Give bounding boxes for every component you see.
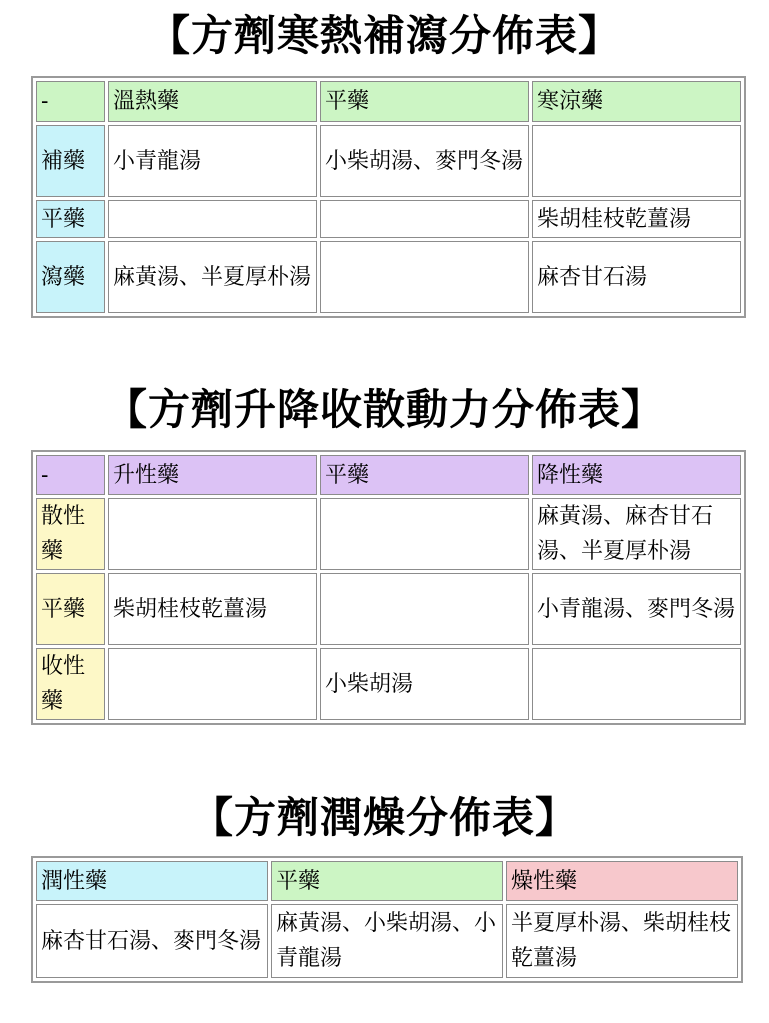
table-cell: 麻杏甘石湯 [532,241,741,313]
row-label-neutral: 平藥 [36,200,105,238]
table-cell [532,648,741,720]
table-cell: 柴胡桂枝乾薑湯 [532,200,741,238]
header-neutral-herbs: 平藥 [320,455,529,495]
table-row [36,200,741,238]
table-cell: 小青龍湯 [108,125,317,197]
header-corner: - [36,81,105,122]
table-cell: 小柴胡湯 [320,648,529,720]
table-header-row [36,81,741,122]
header-warm-herbs: 溫熱藥 [108,81,317,122]
table-row [36,498,741,570]
heat-cold-tonify-purge-table [31,76,746,318]
header-ascending-herbs: 升性藥 [108,455,317,495]
table-cell [108,648,317,720]
table2-title: 【方劑升降收散動力分佈表】 [104,385,664,434]
table-row [36,125,741,197]
table-cell: 柴胡桂枝乾薑湯 [108,573,317,645]
row-label-tonify: 補藥 [36,125,105,197]
table-header-row [36,861,738,901]
table-cell [320,573,529,645]
header-neutral-herbs: 平藥 [271,861,503,901]
table-cell [532,125,741,197]
header-drying-herbs: 燥性藥 [506,861,738,901]
table-header-row [36,455,741,495]
row-label-purge: 瀉藥 [36,241,105,313]
table3-title: 【方劑潤燥分佈表】 [190,793,578,842]
table1-title: 【方劑寒熱補瀉分佈表】 [147,11,621,60]
table-cell: 小青龍湯、麥門冬湯 [532,573,741,645]
header-corner: - [36,455,105,495]
table-cell [320,200,529,238]
table-cell: 麻黃湯、麻杏甘石湯、半夏厚朴湯 [532,498,741,570]
table-cell [320,241,529,313]
header-neutral-herbs: 平藥 [320,81,529,122]
table-cell: 半夏厚朴湯、柴胡桂枝乾薑湯 [506,904,738,978]
row-label-neutral: 平藥 [36,573,105,645]
table-cell: 小柴胡湯、麥門冬湯 [320,125,529,197]
moist-dry-table [31,856,743,983]
table-cell: 麻黃湯、半夏厚朴湯 [108,241,317,313]
table-cell [108,498,317,570]
table-cell: 麻杏甘石湯、麥門冬湯 [36,904,268,978]
table-row [36,573,741,645]
table-cell [108,200,317,238]
row-label-dispersing: 散性藥 [36,498,105,570]
table-cell: 麻黃湯、小柴胡湯、小青龍湯 [271,904,503,978]
row-label-astringing: 收性藥 [36,648,105,720]
header-descending-herbs: 降性藥 [532,455,741,495]
table-row [36,241,741,313]
header-cool-herbs: 寒涼藥 [532,81,741,122]
table-cell [320,498,529,570]
header-moistening-herbs: 潤性藥 [36,861,268,901]
table-row [36,648,741,720]
ascend-descend-table [31,450,746,725]
table-row [36,904,738,978]
